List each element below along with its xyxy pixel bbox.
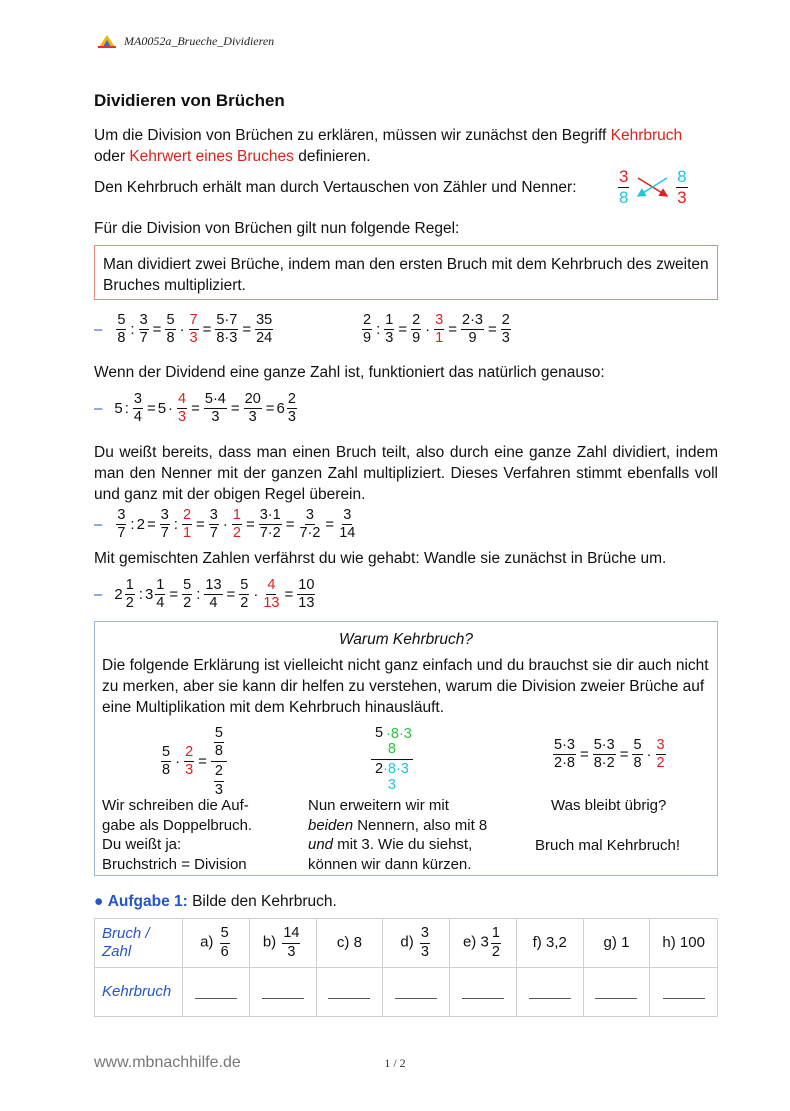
rule-intro: Für die Division von Brüchen gilt nun folgende Regel: [94,220,460,237]
example-3: – 5 : $\frac{3}{4}$ = 5 · $\frac{4}{3}$ = $\frac{5\cdot 4}{3}$ = $\frac{20}{3}$ = 6 $\frac{2}{3}$ [94,391,296,426]
swap-diagram [616,168,690,207]
task-table [94,918,718,1017]
explanation-col-1: Wir schreiben die Auf- gabe als Doppelbruch. Du weißt ja: Bruchstrich = Division [102,797,253,873]
answer-cell-b[interactable] [249,968,316,1017]
table-row [95,919,718,968]
task-cell-c: c) 8 [316,919,383,968]
task-cell-h: h) 100 [650,919,718,968]
row-label-bruch: Bruch / Zahl [95,919,183,968]
task-cell-b: b) $\frac{14}{3}$ [249,919,316,968]
logo-icon [98,34,116,48]
answer-cell-c[interactable] [316,968,383,1017]
page-number: 1 / 2 [384,1056,406,1070]
answer-cell-f[interactable] [516,968,583,1017]
known-rule-text: Du weißt bereits, dass man einen Bruch teilt, also durch eine ganze Zahl dividiert, indem man den Nenner mit der ganzen Zahl multipliziert. Dieses Verfahren stimmt ebenfalls voll und ganz mit der obigen Regel überein. [94,444,718,503]
task-cell-f: f) 3,2 [516,919,583,968]
answer-cell-h[interactable] [650,968,718,1017]
dash: – [94,320,103,338]
explanation-title: Warum Kehrbruch? [338,631,474,648]
swap-num-right: 8 [677,167,687,186]
task-cell-g: g) 1 [583,919,650,968]
swap-arrows-icon [636,172,670,202]
mixed-text: Mit gemischten Zahlen verfährst du wie gehabt: Wandle sie zunächst in Brüche um. [94,550,667,567]
task-heading: ● Aufgabe 1: Bilde den Kehrbruch. [94,893,337,910]
rule-box [94,245,718,300]
intro-text-a: Um die Division von Brüchen zu erklären, müssen wir zunächst den Begriff [94,127,611,144]
swap-fraction-left [618,168,629,207]
intro-paragraph [94,126,718,168]
intro-text-b: oder [94,147,130,165]
explanation-box [94,621,718,876]
term-kehrbruch: Kehrbruch [610,127,683,144]
footer-website[interactable]: www.mbnachhilfe.de [94,1054,241,1071]
example-1: – $\frac{5}{8}$ : $\frac{3}{7}$ = $\frac{5}{8}$ · $\frac{7}{3}$ = $\frac{5\cdot 7}{8\cdot 3}$ = $\frac{35}{24}$ [94,312,273,347]
swap-den-right: 3 [677,187,687,207]
swap-fraction-right [676,168,687,207]
dividend-text: Wenn der Dividend eine ganze Zahl ist, funktioniert das natürlich genauso: [94,364,605,381]
swap-text: Den Kehrbruch erhält man durch Vertauschen von Zähler und Nenner: [94,179,577,196]
header-filename: MA0052a_Brueche_Dividieren [124,34,275,48]
page-title: Dividieren von Brüchen [94,91,285,110]
table-row [95,968,718,1017]
rule-text: Man dividiert zwei Brüche, indem man den ersten Bruch mit dem Kehrbruch des zweiten Bruches multipliziert. [103,256,709,294]
answer-cell-a[interactable] [183,968,250,1017]
explanation-col-3: Was bleibt übrig? Bruch mal Kehrbruch! [535,797,681,854]
task-cell-d: d) $\frac{3}{3}$ [383,919,450,968]
task-cell-e: e) 3 $\frac{1}{2}$ [450,919,517,968]
double-fraction-1: $\frac{5}{8}$ · $\frac{2}{3}$ = $\frac{\frac{5}{8}}{\frac{2}{3}}$ [159,726,229,798]
explanation-text: Die folgende Erklärung ist vielleicht nicht ganz einfach und du brauchst sie dir auch nicht zu merken, aber sie kann dir helfen zu verstehen, warum die Division zweier Brüche auf eine Multiplikation mit dem Kehrbruch hinausläuft. [102,657,709,716]
header [98,33,274,49]
answer-cell-g[interactable] [583,968,650,1017]
answer-cell-e[interactable] [450,968,517,1017]
result-fraction: $\frac{5\cdot 3}{2\cdot 8}$ = $\frac{5\cdot 3}{8\cdot 2}$ = $\frac{5}{8}$ · $\frac{3}{2}$ [554,737,665,772]
explanation-col-2: Nun erweitern wir mit beiden Nennern, also mit 8 und mit 3. Wie du siehst, können wir dann kürzen. [308,797,488,873]
answer-cell-d[interactable] [383,968,450,1017]
example-2: $\frac{2}{9}$ : $\frac{1}{3}$ = $\frac{2}{9}$ · $\frac{3}{1}$ = $\frac{2\cdot 3}{9}$ = $\frac{2}{3}$ [363,312,510,347]
swap-num-left: 3 [619,167,629,186]
term-kehrwert: Kehrwert eines Bruches [129,147,294,165]
task-cell-a: a) $\frac{5}{6}$ [183,919,250,968]
swap-den-left: 8 [619,187,629,207]
row-label-kehrbruch: Kehrbruch [95,968,183,1017]
example-4: – $\frac{3}{7}$ : 2 = $\frac{3}{7}$ : $\frac{2}{1}$ = $\frac{3}{7}$ · $\frac{1}{2}$ = $\frac{3\cdot 1}{7\cdot 2}$ = $\frac{3}{7\cdot 2}$ = $\frac{3}{14}$ [94,507,356,542]
example-5: – 2 $\frac{1}{2}$ : 3 $\frac{1}{4}$ = $\frac{5}{2}$ : $\frac{13}{4}$ = $\frac{5}{2}$ · $\frac{4}{13}$ = $\frac{10}{13}$ [94,577,315,612]
intro-text-c: definieren. [293,147,371,165]
double-fraction-2: 5 ·8·3 8 2·8·3 3 [369,726,415,793]
